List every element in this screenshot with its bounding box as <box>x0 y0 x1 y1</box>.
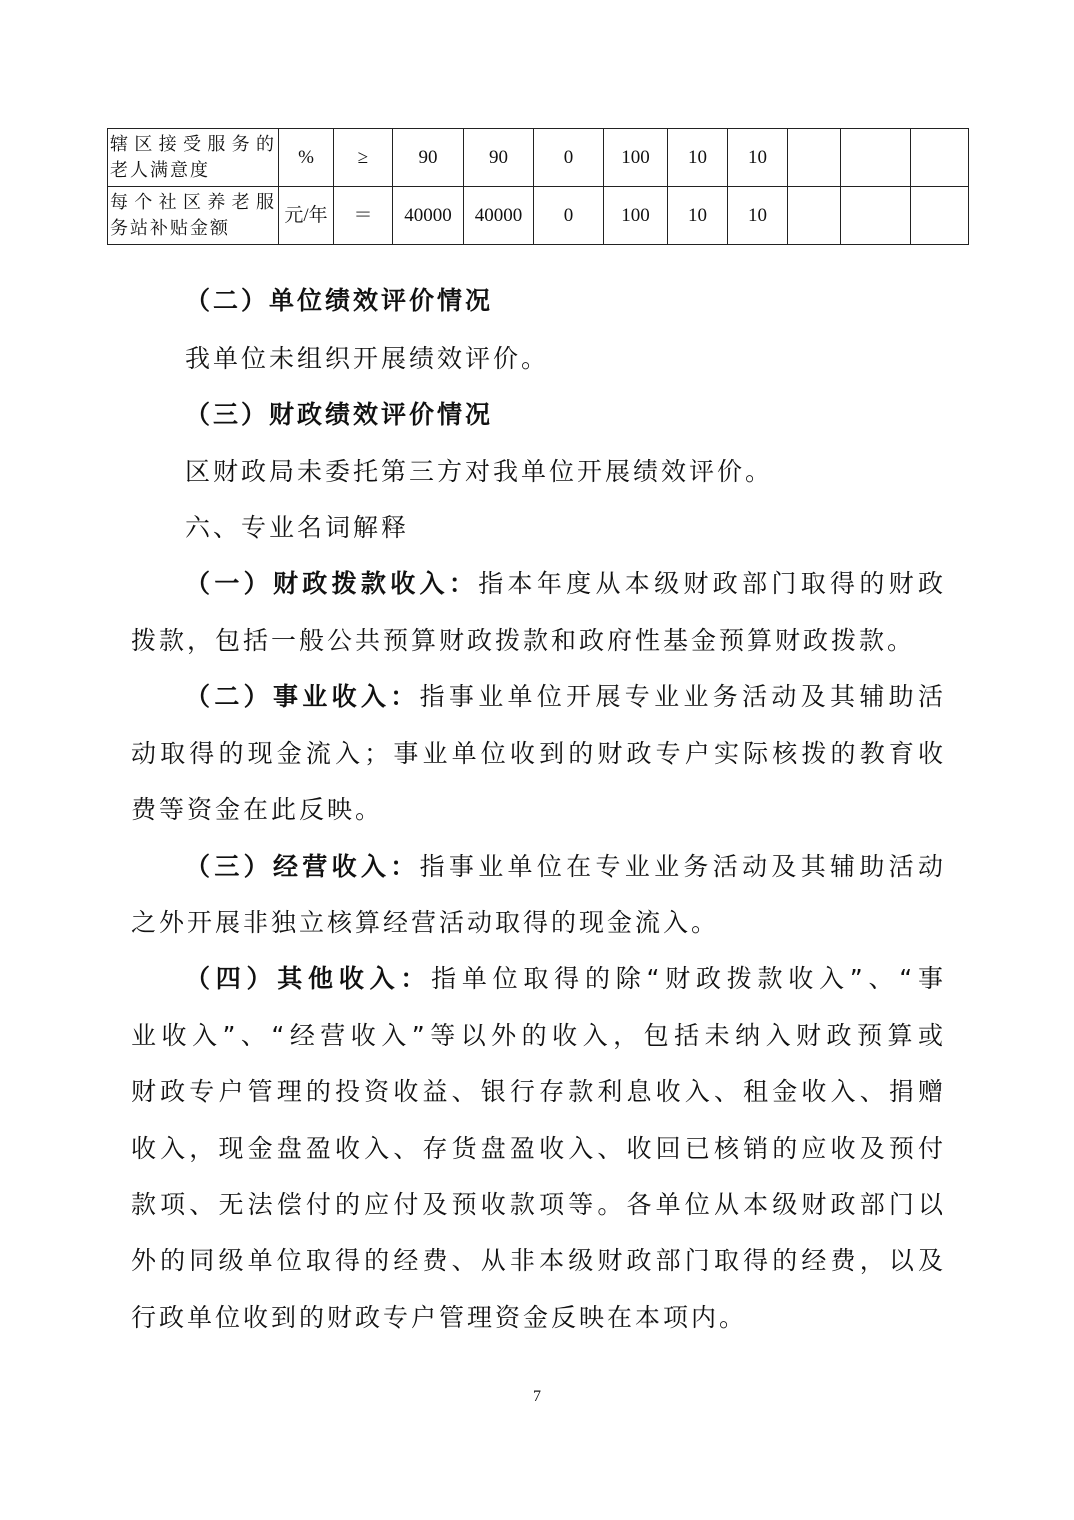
score-cell: 10 <box>728 187 788 245</box>
table-row <box>108 129 969 187</box>
page-number: 7 <box>533 1388 541 1405</box>
term-paragraph-line <box>185 838 946 896</box>
completion-cell: 100 <box>604 187 668 245</box>
table-row <box>108 187 969 245</box>
term-paragraph-line: 外的同级单位取得的经费、从非本级财政部门取得的经费，以及 <box>131 1246 946 1275</box>
term-paragraph-line: 费等资金在此反映。 <box>131 795 384 824</box>
term-text: 指事业单位在专业业务活动及其辅助活动 <box>419 852 946 881</box>
term-paragraph-line: 收入，现金盘盈收入、存货盘盈收入、收回已核销的应收及预付 <box>131 1134 946 1163</box>
operator-cell: ＝ <box>334 187 393 245</box>
target-cell: 90 <box>393 129 464 187</box>
indicator-name-cell <box>108 129 279 187</box>
term-label: （二）事业收入： <box>185 682 420 711</box>
term-paragraph-line: 动取得的现金流入；事业单位收到的财政专户实际核拨的教育收 <box>131 739 946 768</box>
term-text: 指本年度从本级财政部门取得的财政 <box>478 569 946 598</box>
term-paragraph-line: 财政专户管理的投资收益、银行存款利息收入、租金收入、捐赠 <box>131 1077 946 1106</box>
term-paragraph-line: 之外开展非独立核算经营活动取得的现金流入。 <box>131 908 720 937</box>
section-body-fiscal-evaluation: 区财政局未委托第三方对我单位开展绩效评价。 <box>185 457 774 486</box>
term-paragraph-line: 行政单位收到的财政专户管理资金反映在本项内。 <box>131 1303 748 1332</box>
indicator-name-cell <box>108 187 279 245</box>
empty-cell <box>911 129 969 187</box>
section-heading-unit-evaluation: （二）单位绩效评价情况 <box>185 286 494 315</box>
term-text: 指单位取得的除“财政拨款收入”、“事 <box>431 964 946 993</box>
term-label: （一）财政拨款收入： <box>185 569 479 598</box>
term-paragraph-line <box>185 950 946 1008</box>
empty-cell <box>841 187 911 245</box>
term-paragraph-line <box>185 668 946 726</box>
empty-cell <box>788 129 841 187</box>
performance-indicator-table <box>107 128 969 245</box>
weight-cell: 10 <box>668 129 728 187</box>
weight-cell: 10 <box>668 187 728 245</box>
actual-cell: 40000 <box>464 187 534 245</box>
completion-cell: 100 <box>604 129 668 187</box>
term-label: （四）其他收入： <box>185 964 432 993</box>
actual-cell: 90 <box>464 129 534 187</box>
target-cell: 40000 <box>393 187 464 245</box>
term-text: 指事业单位开展专业业务活动及其辅助活 <box>419 682 946 711</box>
section-heading-terminology: 六、专业名词解释 <box>185 513 410 542</box>
deviation-cell: 0 <box>534 187 604 245</box>
term-paragraph-line: 款项、无法偿付的应付及预收款项等。各单位从本级财政部门以 <box>131 1190 946 1219</box>
term-paragraph-line <box>185 555 946 613</box>
indicator-name-line: 务站补贴金额 <box>110 217 230 239</box>
term-paragraph-line: 拨款，包括一般公共预算财政拨款和政府性基金预算财政拨款。 <box>131 626 916 655</box>
unit-cell: % <box>279 129 334 187</box>
term-paragraph-line: 业收入”、“经营收入”等以外的收入，包括未纳入财政预算或 <box>131 1021 946 1050</box>
empty-cell <box>911 187 969 245</box>
indicator-name-line: 每个社区养老服 <box>110 191 276 213</box>
score-cell: 10 <box>728 129 788 187</box>
section-heading-fiscal-evaluation: （三）财政绩效评价情况 <box>185 400 494 429</box>
unit-cell: 元/年 <box>279 187 334 245</box>
indicator-name-line: 辖区接受服务的 <box>110 133 276 155</box>
indicator-name-line: 老人满意度 <box>110 159 210 181</box>
section-body-unit-evaluation: 我单位未组织开展绩效评价。 <box>185 344 550 373</box>
deviation-cell: 0 <box>534 129 604 187</box>
empty-cell <box>841 129 911 187</box>
term-label: （三）经营收入： <box>185 852 420 881</box>
empty-cell <box>788 187 841 245</box>
operator-cell: ≥ <box>334 129 393 187</box>
